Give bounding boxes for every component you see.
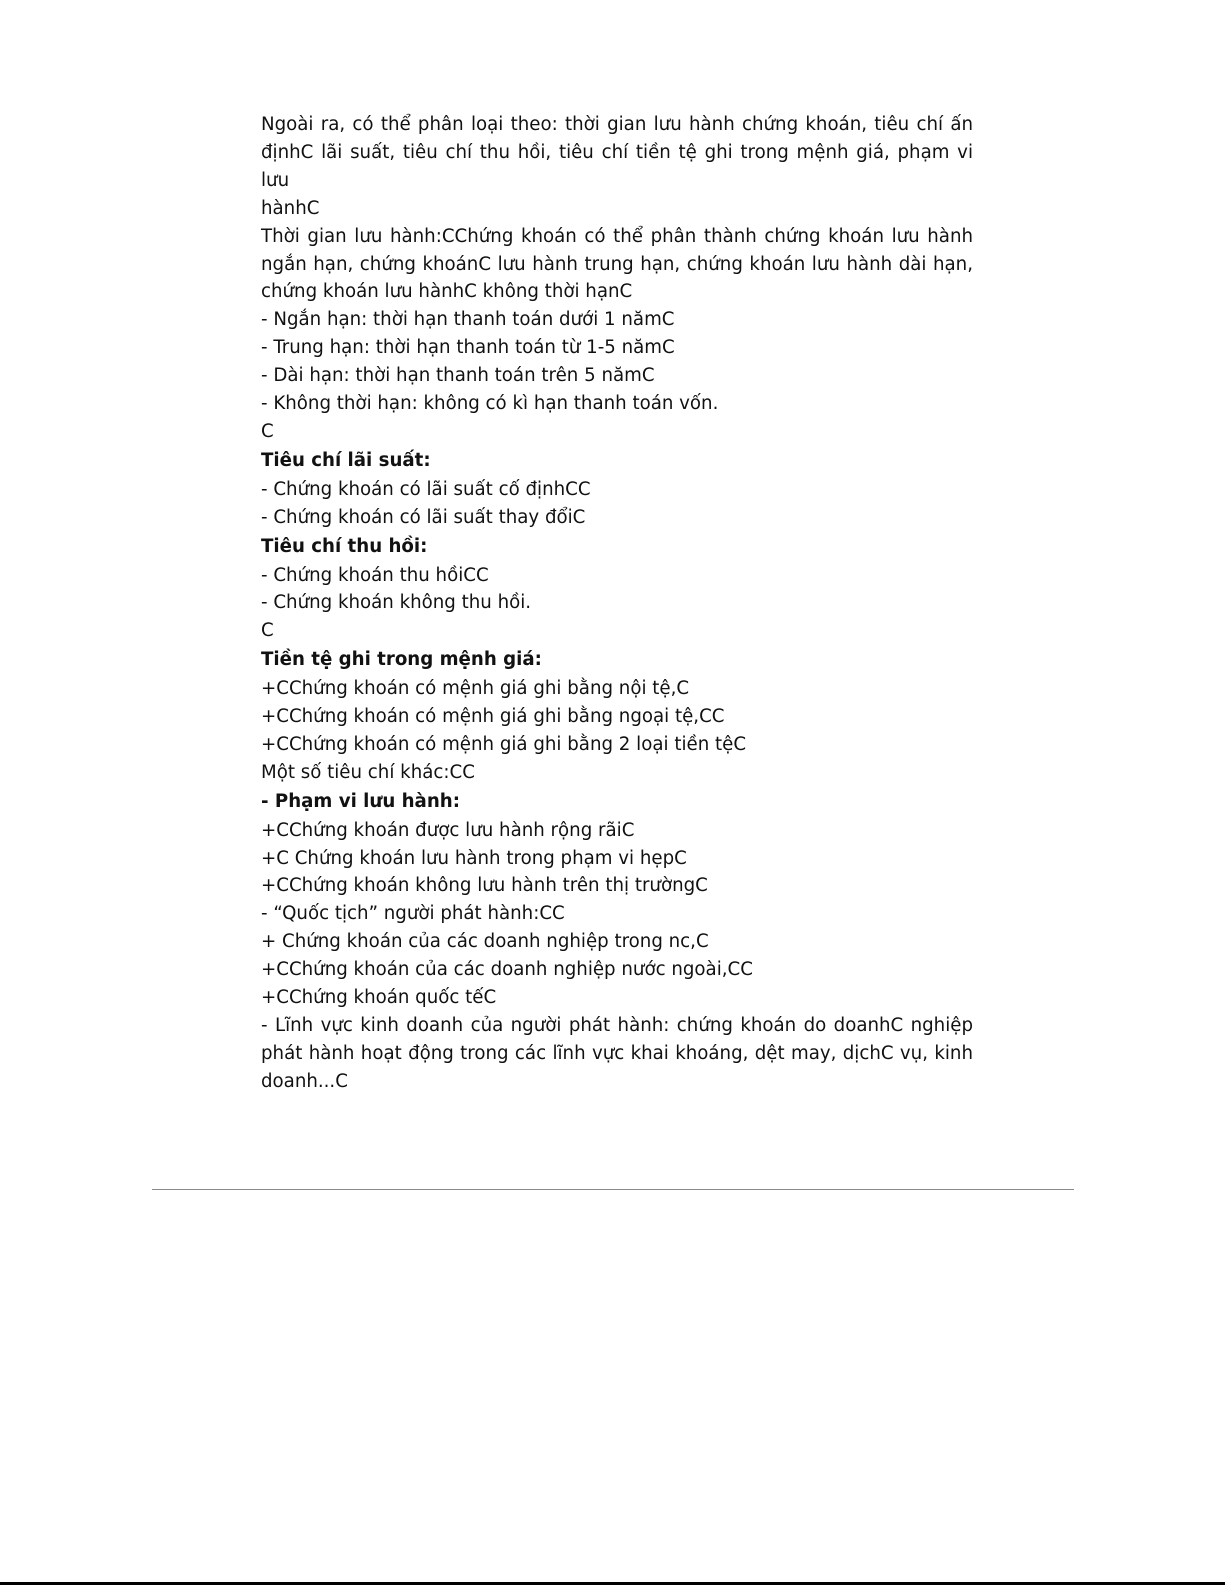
- list-item: +CChứng khoán có mệnh giá ghi bằng 2 loại tiền tệC: [261, 733, 747, 755]
- intro-line: hànhC: [261, 197, 320, 219]
- linh-vuc-line: - Lĩnh vực kinh doanh của người phát hành: chứng khoán do doanhC nghiệp: [261, 1015, 973, 1036]
- pham-vi-heading: - Phạm vi lưu hành:: [261, 790, 460, 812]
- list-item: +C Chứng khoán lưu hành trong phạm vi hẹpC: [261, 847, 687, 869]
- linh-vuc-line: doanh...C: [261, 1070, 348, 1092]
- list-item: +CChứng khoán không lưu hành trên thị trườngC: [261, 875, 708, 897]
- lai-suat-list: [261, 476, 973, 532]
- list-item: - “Quốc tịch” người phát hành:CC: [261, 903, 565, 925]
- thu-hoi-heading: Tiêu chí thu hồi:: [261, 535, 428, 557]
- thoi-gian-line: ngắn hạn, chứng khoánC lưu hành trung hạn, chứng khoán lưu hành dài hạn,: [261, 253, 973, 275]
- pham-vi-list: [261, 817, 973, 1012]
- list-item: +CChứng khoán được lưu hành rộng rãiC: [261, 819, 635, 841]
- list-item: - Chứng khoán không thu hồi.: [261, 592, 532, 614]
- list-item: +CChứng khoán có mệnh giá ghi bằng nội tệ,C: [261, 678, 690, 700]
- list-item: - Trung hạn: thời hạn thanh toán từ 1-5 nămC: [261, 337, 675, 359]
- document-body: [261, 111, 973, 1096]
- list-item: - Chứng khoán thu hồiCC: [261, 564, 489, 586]
- list-item: Một số tiêu chí khác:CC: [261, 761, 475, 783]
- list-item: - Không thời hạn: không có kì hạn thanh toán vốn.: [261, 393, 719, 415]
- thoi-gian-list: [261, 306, 973, 446]
- intro-line: địnhC lãi suất, tiêu chí thu hồi, tiêu chí tiền tệ ghi trong mệnh giá, phạm vi lưu: [261, 141, 973, 191]
- linh-vuc-paragraph: [261, 1012, 973, 1096]
- intro-line: Ngoài ra, có thể phân loại theo: thời gian lưu hành chứng khoán, tiêu chí ấn: [261, 114, 973, 135]
- page-divider: [152, 1189, 1074, 1190]
- list-item: + Chứng khoán của các doanh nghiệp trong nc,C: [261, 931, 709, 953]
- thoi-gian-line: chứng khoán lưu hànhC không thời hạnC: [261, 281, 633, 303]
- list-item: +CChứng khoán quốc tếC: [261, 987, 497, 1009]
- list-item: - Chứng khoán có lãi suất cố địnhCC: [261, 478, 591, 500]
- list-item: C: [261, 420, 274, 442]
- list-item: - Chứng khoán có lãi suất thay đổiC: [261, 506, 586, 528]
- tien-te-heading: Tiền tệ ghi trong mệnh giá:: [261, 649, 542, 671]
- list-item: - Dài hạn: thời hạn thanh toán trên 5 nămC: [261, 365, 655, 387]
- list-item: - Ngắn hạn: thời hạn thanh toán dưới 1 nămC: [261, 309, 675, 331]
- list-item: +CChứng khoán của các doanh nghiệp nước ngoài,CC: [261, 959, 753, 981]
- list-item: +CChứng khoán có mệnh giá ghi bằng ngoại tệ,CC: [261, 706, 725, 728]
- thu-hoi-list: [261, 562, 973, 646]
- linh-vuc-line: phát hành hoạt động trong các lĩnh vực khai khoáng, dệt may, dịchC vụ, kinh: [261, 1042, 973, 1064]
- list-item: C: [261, 620, 274, 642]
- thoi-gian-line: Thời gian lưu hành:CChứng khoán có thể phân thành chứng khoán lưu hành: [261, 225, 973, 247]
- lai-suat-heading: Tiêu chí lãi suất:: [261, 449, 431, 471]
- tien-te-list: [261, 675, 973, 787]
- intro-paragraph: [261, 111, 973, 223]
- thoi-gian-paragraph: [261, 223, 973, 307]
